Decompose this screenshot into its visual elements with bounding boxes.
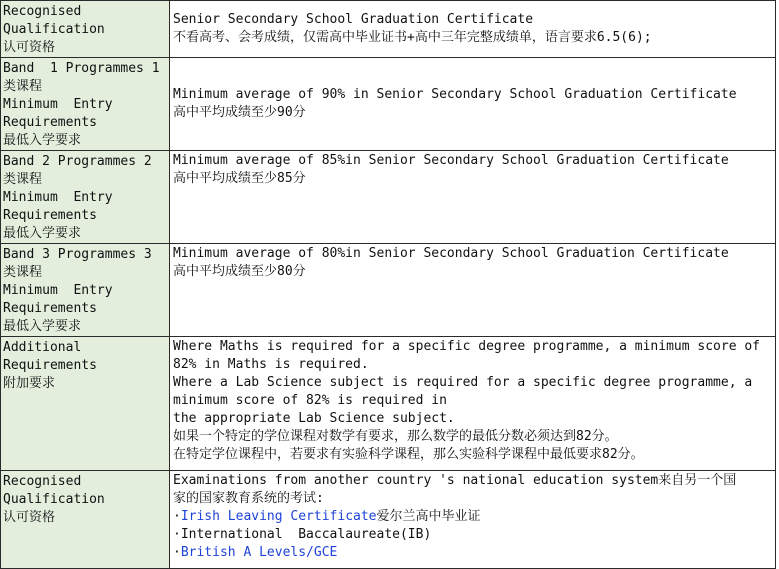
content-line: 82% in Maths is required. (173, 357, 369, 372)
label-line: 类课程 (3, 265, 43, 280)
table-row (1, 1, 776, 58)
label-line: 附加要求 (3, 376, 56, 391)
bullet-icon: · (173, 527, 181, 542)
content-line: the appropriate Lab Science subject. (173, 411, 455, 426)
bullet-icon: · (173, 545, 181, 560)
bullet-text: 爱尔兰高中毕业证 (376, 509, 481, 524)
row-content-recognised-qualification-2 (170, 471, 776, 569)
row-label-band-1 (1, 58, 170, 151)
table-row (1, 58, 776, 151)
content-line: 在特定学位课程中，若要求有实验科学课程，那么实验科学课程中最低要求82分。 (173, 447, 644, 462)
table-row (1, 244, 776, 337)
label-line: 类课程 (3, 79, 43, 94)
row-content-additional-requirements (170, 337, 776, 471)
table-row (1, 151, 776, 244)
label-line: Qualification (3, 492, 105, 507)
content-line: Examinations from another country 's national education system来自另一个国 (173, 473, 737, 488)
row-label-recognised-qualification (1, 1, 170, 58)
label-line: Requirements (3, 358, 97, 373)
content-line: Minimum average of 90% in Senior Secondary School Graduation Certificate (173, 87, 737, 102)
british-a-levels-link[interactable]: British A Levels/GCE (180, 545, 338, 560)
content-line: Where Maths is required for a specific degree programme, a minimum score of (173, 339, 760, 354)
content-line: Senior Secondary School Graduation Certificate (173, 12, 534, 27)
label-line: 最低入学要求 (3, 319, 82, 334)
label-line: 最低入学要求 (3, 133, 82, 148)
row-content-band-3 (170, 244, 776, 337)
row-content-band-2 (170, 151, 776, 244)
content-line: Minimum average of 80%in Senior Secondary School Graduation Certificate (173, 246, 729, 261)
label-line: Recognised (3, 4, 82, 19)
label-line: Requirements (3, 301, 97, 316)
table-row (1, 337, 776, 471)
content-line: Minimum average of 85%in Senior Secondary School Graduation Certificate (173, 153, 729, 168)
content-line: minimum score of 82% is required in (173, 393, 447, 408)
label-line: 最低入学要求 (3, 226, 82, 241)
bullet-icon: · (173, 509, 181, 524)
row-label-recognised-qualification-2 (1, 471, 170, 569)
bullet-text: International Baccalaureate(IB) (180, 527, 432, 542)
row-label-band-2 (1, 151, 170, 244)
row-label-band-3 (1, 244, 170, 337)
label-line: Band 3 Programmes 3 (3, 247, 152, 262)
row-content-recognised-qualification (170, 1, 776, 58)
label-line: Minimum Entry (3, 283, 113, 298)
label-line: Requirements (3, 115, 97, 130)
label-line: Minimum Entry (3, 190, 113, 205)
label-line: 认可资格 (3, 510, 56, 525)
bullet-item (173, 544, 773, 562)
label-line: Additional (3, 340, 82, 355)
table-row (1, 471, 776, 569)
label-line: Band 1 Programmes 1 (3, 61, 160, 76)
label-line: Minimum Entry (3, 97, 113, 112)
label-line: Requirements (3, 208, 97, 223)
irish-leaving-certificate-link[interactable]: Irish Leaving Certificate (180, 509, 377, 524)
content-line: Where a Lab Science subject is required for a specific degree programme, a (173, 375, 753, 390)
label-line: 类课程 (3, 172, 43, 187)
content-line: 不看高考、会考成绩，仅需高中毕业证书+高中三年完整成绩单，语言要求6.5(6); (173, 30, 652, 45)
content-line: 家的国家教育系统的考试: (173, 491, 324, 506)
content-line: 高中平均成绩至少85分 (173, 171, 306, 186)
content-line: 高中平均成绩至少80分 (173, 264, 306, 279)
content-line: 如果一个特定的学位课程对数学有要求，那么数学的最低分数必须达到82分。 (173, 429, 618, 444)
bullet-item (173, 508, 773, 526)
content-line: 高中平均成绩至少90分 (173, 105, 306, 120)
label-line: Band 2 Programmes 2 (3, 154, 152, 169)
label-line: Recognised (3, 474, 82, 489)
row-label-additional-requirements (1, 337, 170, 471)
bullet-item (173, 526, 773, 544)
label-line: 认可资格 (3, 40, 56, 55)
label-line: Qualification (3, 22, 105, 37)
row-content-band-1 (170, 58, 776, 151)
